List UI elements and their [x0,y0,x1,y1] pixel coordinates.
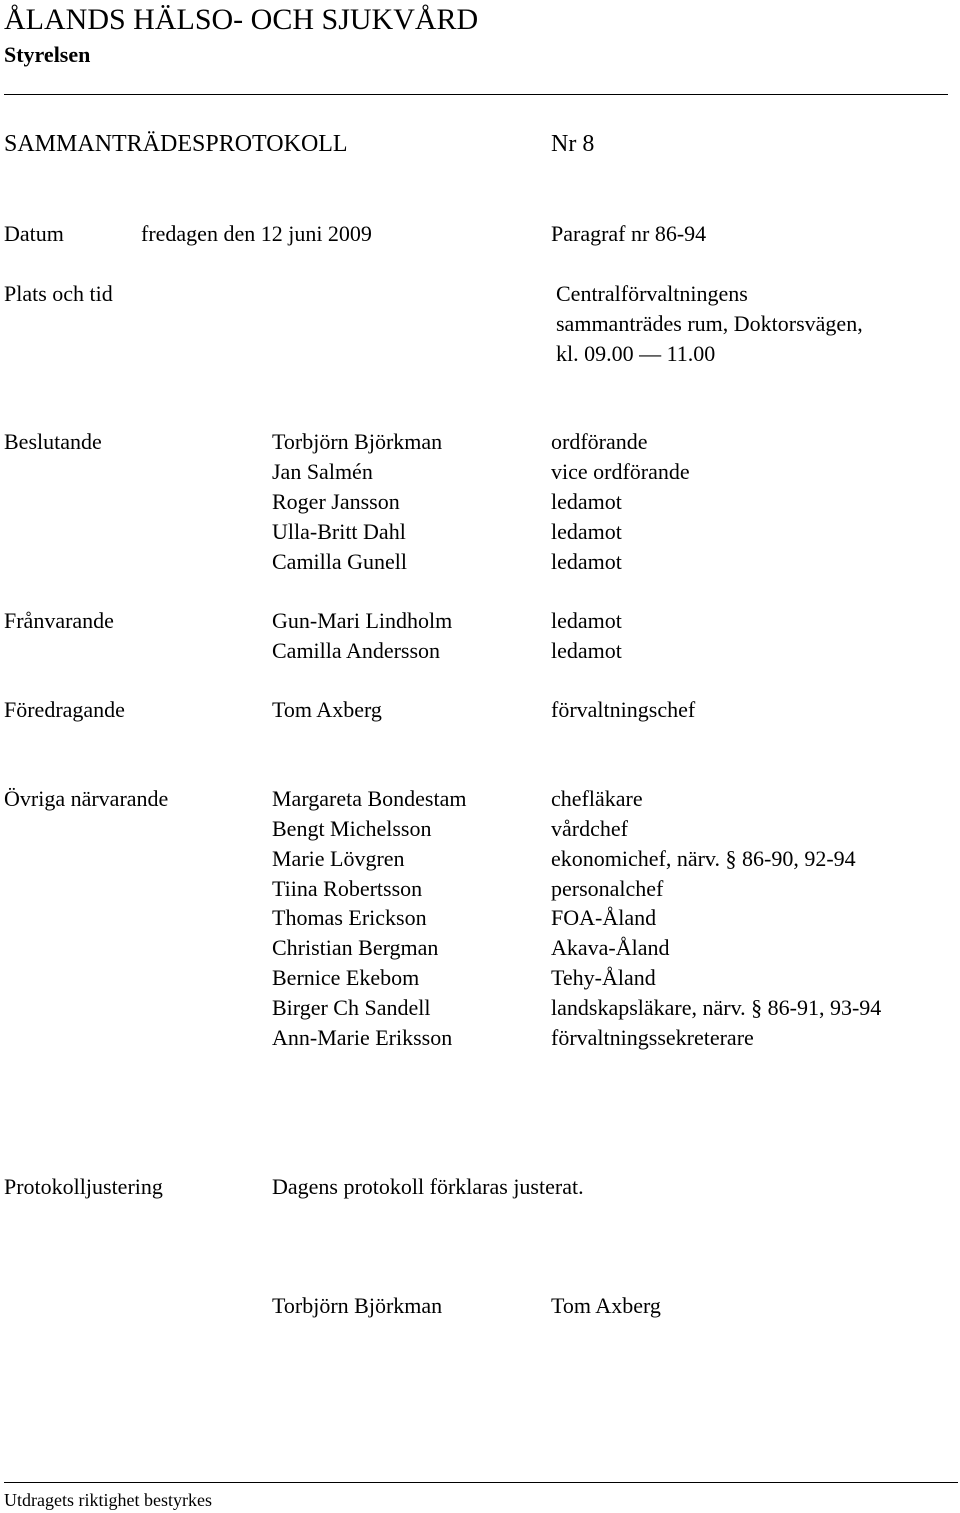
member-name: Tom Axberg [272,697,382,722]
attendee-name: Bernice Ekebom [272,965,420,990]
section-label-ovriga: Övriga närvarande [4,786,169,811]
member-name: Roger Jansson [272,489,400,514]
adjustment-text: Dagens protokoll förklaras justerat. [272,1174,584,1199]
member-name: Camilla Andersson [272,638,441,663]
member-role: förvaltningschef [551,697,696,722]
place-label: Plats och tid [4,281,113,306]
attendee-name: Margareta Bondestam [272,786,467,811]
member-role: ledamot [551,608,622,633]
organization-title: ÅLANDS HÄLSO- OCH SJUKVÅRD [4,3,479,36]
attendee-name: Tiina Robertsson [272,876,423,901]
section-label-franvarande: Frånvarande [4,608,114,633]
member-name: Gun-Mari Lindholm [272,608,453,633]
protocol-type: SAMMANTRÄDESPROTOKOLL [4,131,348,157]
footer-divider [4,1482,958,1483]
member-role: ledamot [551,638,622,663]
place-line: sammanträdes rum, Doktorsvägen, [556,311,863,336]
adjustment-label: Protokolljustering [4,1174,163,1199]
signature-chair: Torbjörn Björkman [272,1293,443,1318]
member-name: Ulla-Britt Dahl [272,519,406,544]
board-name: Styrelsen [4,42,91,67]
date-label: Datum [4,221,64,246]
certification-note: Utdragets riktighet bestyrkes [4,1490,212,1510]
attendee-role: förvaltningssekreterare [551,1025,754,1050]
member-role: ledamot [551,549,622,574]
section-label-foredragande: Föredragande [4,697,125,722]
attendee-role: ekonomichef, närv. § 86-90, 92-94 [551,846,856,871]
attendee-role: FOA-Åland [551,905,657,930]
section-label-beslutande: Beslutande [4,429,102,454]
signature-head: Tom Axberg [551,1293,661,1318]
attendee-name: Christian Bergman [272,935,439,960]
attendee-role: Tehy-Åland [551,965,656,990]
place-line: Centralförvaltningens [556,281,748,306]
attendee-name: Marie Lövgren [272,846,405,871]
place-line: kl. 09.00 — 11.00 [556,341,716,366]
protocol-number: Nr 8 [551,131,595,157]
attendee-name: Ann-Marie Eriksson [272,1025,453,1050]
member-role: ledamot [551,519,622,544]
paragraph-range: Paragraf nr 86-94 [551,221,707,246]
member-role: vice ordförande [551,459,690,484]
member-name: Camilla Gunell [272,549,408,574]
attendee-name: Birger Ch Sandell [272,995,431,1020]
header-divider [4,94,948,95]
attendee-role: vårdchef [551,816,628,841]
attendee-role: personalchef [551,876,664,901]
member-name: Torbjörn Björkman [272,429,443,454]
attendee-name: Thomas Erickson [272,905,427,930]
member-role: ledamot [551,489,622,514]
attendee-role: chefläkare [551,786,643,811]
attendee-role: landskapsläkare, närv. § 86-91, 93-94 [551,995,882,1020]
attendee-name: Bengt Michelsson [272,816,432,841]
attendee-role: Akava-Åland [551,935,670,960]
member-role: ordförande [551,429,648,454]
member-name: Jan Salmén [272,459,373,484]
date-value: fredagen den 12 juni 2009 [141,221,372,246]
